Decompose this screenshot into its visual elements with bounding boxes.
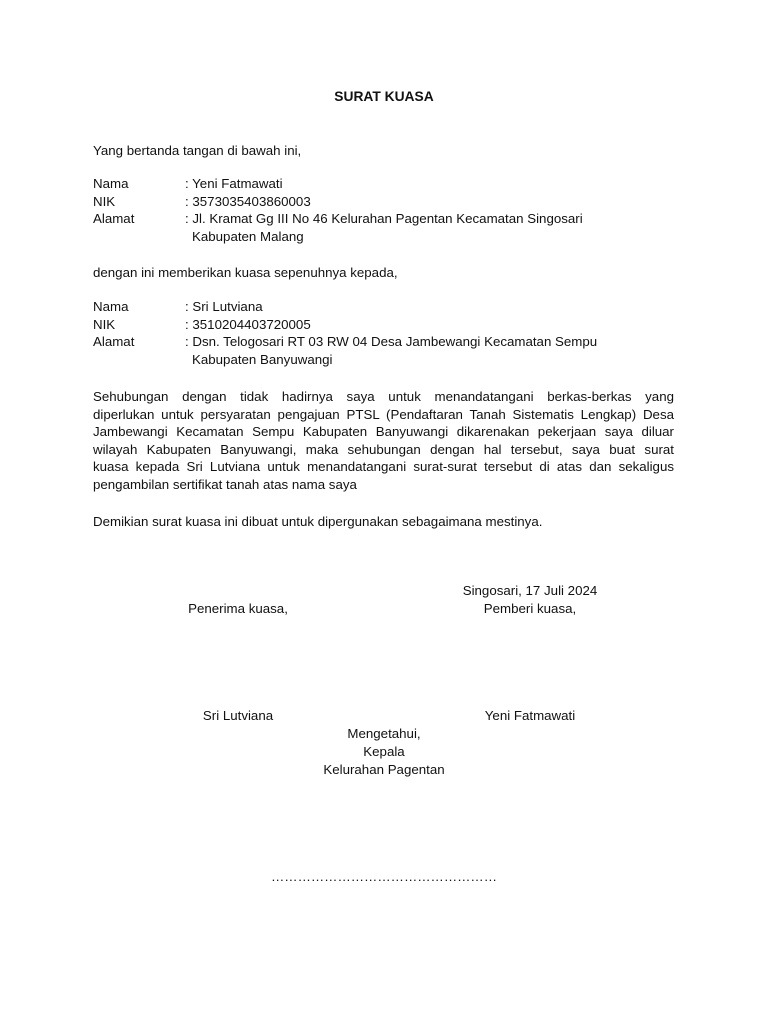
body-paragraph [93, 388, 674, 494]
grantee-alamat-label: Alamat [93, 334, 135, 350]
grantor-alamat-line1: : Jl. Kramat Gg III No 46 Kelurahan Pagentan Kecamatan Singosari [185, 211, 583, 227]
body-line: pengambilan sertifikat tanah atas nama saya [93, 476, 357, 492]
grantor-nama-value: : Yeni Fatmawati [185, 176, 283, 191]
body-line: Jambewangi Kecamatan Sempu Kabupaten Banyuwangi dikarenakan pekerjaan saya diluar [93, 424, 674, 440]
grantor-alamat-value [185, 210, 685, 245]
grantor-nama-label: Nama [93, 176, 129, 191]
giver-name: Yeni Fatmawati [484, 708, 576, 723]
intro-text: Yang bertanda tangan di bawah ini, [93, 143, 302, 158]
body-line: kuasa kepada Sri Lutviana untuk menandatangani surat-surat tersebut di atas dan sekaligus [93, 459, 674, 475]
body-line: diperlukan untuk persyaratan pengajuan PTSL (Pendaftaran Tanah Sistematis Lengkap) Desa [93, 406, 674, 422]
grantor-block [93, 175, 683, 245]
acknowledged-label: Mengetahui, [347, 726, 421, 741]
office-label: Kelurahan Pagentan [323, 762, 445, 777]
grantor-nik-value: : 3573035403860003 [185, 193, 311, 209]
grantee-block [93, 298, 683, 368]
grantor-alamat-line2: Kabupaten Malang [192, 228, 304, 244]
giver-label: Pemberi kuasa, [483, 601, 577, 616]
body-line: wilayah Kabupaten Banyuwangi, maka sehubungan dengan hal tersebut, saya buat surat [93, 441, 674, 457]
head-label: Kepala [363, 744, 405, 759]
signature-line: …………………………………………… [270, 869, 498, 884]
place-date: Singosari, 17 Juli 2024 [462, 583, 598, 598]
receiver-label: Penerima kuasa, [188, 601, 288, 616]
grantor-nik-label: NIK [93, 193, 116, 209]
grantee-nama-value: : Sri Lutviana [185, 299, 263, 314]
receiver-name: Sri Lutviana [202, 708, 274, 723]
grantee-alamat-line2: Kabupaten Banyuwangi [192, 351, 333, 367]
grantee-alamat-value [185, 333, 685, 368]
grantee-nama-label: Nama [93, 299, 129, 314]
grantee-nik-value: : 3510204403720005 [185, 316, 311, 332]
grantee-nik-label: NIK [93, 316, 116, 332]
grantee-alamat-line1: : Dsn. Telogosari RT 03 RW 04 Desa Jambewangi Kecamatan Sempu [185, 334, 598, 350]
body-line: Sehubungan dengan tidak hadirnya saya untuk menandatangani berkas-berkas yang [93, 389, 674, 404]
grantor-alamat-label: Alamat [93, 211, 135, 227]
document-title: SURAT KUASA [334, 89, 434, 104]
closing-text: Demikian surat kuasa ini dibuat untuk dipergunakan sebagaimana mestinya. [93, 514, 543, 529]
transition-text: dengan ini memberikan kuasa sepenuhnya kepada, [93, 265, 398, 280]
